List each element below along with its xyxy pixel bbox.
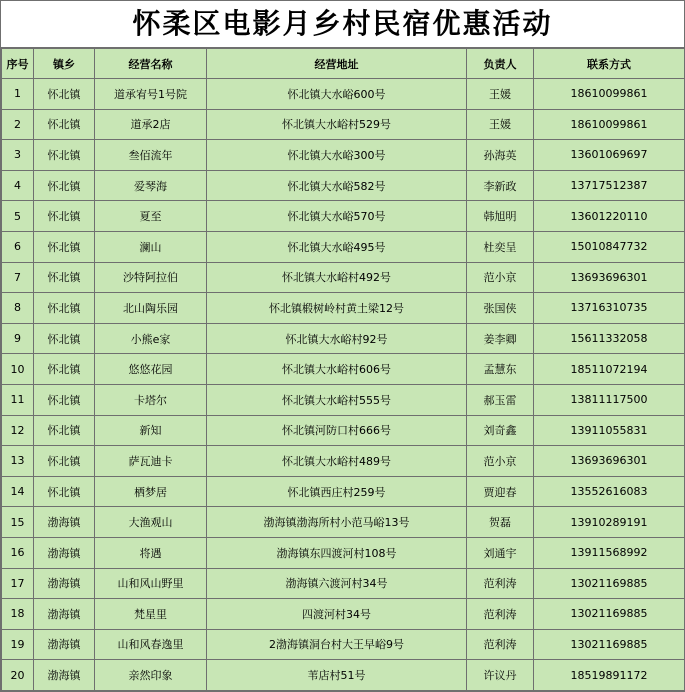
contact-person-cell: 孟慧东 (467, 354, 534, 385)
table-row (2, 262, 685, 293)
address-cell: 苇店村51号 (207, 660, 467, 691)
business-name-cell: 沙特阿拉伯 (95, 262, 207, 293)
address-cell: 怀北镇大水峪570号 (207, 201, 467, 232)
table-row (2, 231, 685, 262)
table-row (2, 629, 685, 660)
address-cell: 怀北镇大水峪村492号 (207, 262, 467, 293)
phone-cell: 13716310735 (534, 293, 685, 324)
contact-person-cell: 范利涛 (467, 568, 534, 599)
town-cell: 怀北镇 (34, 170, 95, 201)
table-row (2, 537, 685, 568)
contact-person-cell: 韩旭明 (467, 201, 534, 232)
phone-cell: 13601069697 (534, 140, 685, 171)
listing-table (1, 48, 685, 691)
town-cell: 怀北镇 (34, 446, 95, 477)
business-name-cell: 山和风春逸里 (95, 629, 207, 660)
address-cell: 怀北镇大水峪600号 (207, 79, 467, 110)
town-cell: 怀北镇 (34, 354, 95, 385)
contact-person-cell: 贾迎春 (467, 476, 534, 507)
address-cell: 怀北镇大水峪村529号 (207, 109, 467, 140)
town-cell: 怀北镇 (34, 231, 95, 262)
business-name-cell: 栖梦居 (95, 476, 207, 507)
business-name-cell: 卡塔尔 (95, 384, 207, 415)
contact-person-cell: 贺磊 (467, 507, 534, 538)
contact-person-cell: 张国侠 (467, 293, 534, 324)
town-cell: 怀北镇 (34, 262, 95, 293)
business-name-cell: 亲然印象 (95, 660, 207, 691)
address-cell: 怀北镇大水峪495号 (207, 231, 467, 262)
header-cell-town: 镇乡 (34, 49, 95, 79)
phone-cell: 13717512387 (534, 170, 685, 201)
phone-cell: 13693696301 (534, 262, 685, 293)
address-cell: 怀北镇河防口村666号 (207, 415, 467, 446)
address-cell: 怀北镇西庄村259号 (207, 476, 467, 507)
contact-person-cell: 孙海英 (467, 140, 534, 171)
business-name-cell: 澜山 (95, 231, 207, 262)
index-cell: 12 (2, 415, 34, 446)
phone-cell: 13601220110 (534, 201, 685, 232)
contact-person-cell: 郝玉雷 (467, 384, 534, 415)
phone-cell: 18519891172 (534, 660, 685, 691)
phone-cell: 13021169885 (534, 599, 685, 630)
header-cell-address: 经营地址 (207, 49, 467, 79)
contact-person-cell: 范小京 (467, 446, 534, 477)
index-cell: 4 (2, 170, 34, 201)
contact-person-cell: 杜奕呈 (467, 231, 534, 262)
business-name-cell: 萨瓦迪卡 (95, 446, 207, 477)
phone-cell: 18610099861 (534, 79, 685, 110)
town-cell: 渤海镇 (34, 568, 95, 599)
business-name-cell: 新知 (95, 415, 207, 446)
address-cell: 怀北镇大水峪村606号 (207, 354, 467, 385)
town-cell: 怀北镇 (34, 415, 95, 446)
table-body (2, 79, 685, 691)
contact-person-cell: 刘通宇 (467, 537, 534, 568)
business-name-cell: 道承宥号1号院 (95, 79, 207, 110)
town-cell: 怀北镇 (34, 109, 95, 140)
page-title: 怀柔区电影月乡村民宿优惠活动 (1, 1, 684, 48)
index-cell: 15 (2, 507, 34, 538)
address-cell: 2渤海镇洞台村大王早峪9号 (207, 629, 467, 660)
table-row (2, 170, 685, 201)
phone-cell: 13693696301 (534, 446, 685, 477)
phone-cell: 13910289191 (534, 507, 685, 538)
index-cell: 6 (2, 231, 34, 262)
table-row (2, 415, 685, 446)
phone-cell: 13811117500 (534, 384, 685, 415)
business-name-cell: 山和风山野里 (95, 568, 207, 599)
business-name-cell: 小熊e家 (95, 323, 207, 354)
business-name-cell: 大渔观山 (95, 507, 207, 538)
index-cell: 2 (2, 109, 34, 140)
table-row (2, 79, 685, 110)
table-row (2, 476, 685, 507)
town-cell: 怀北镇 (34, 79, 95, 110)
table-row (2, 323, 685, 354)
phone-cell: 13552616083 (534, 476, 685, 507)
town-cell: 怀北镇 (34, 201, 95, 232)
business-name-cell: 夏至 (95, 201, 207, 232)
town-cell: 渤海镇 (34, 629, 95, 660)
index-cell: 8 (2, 293, 34, 324)
address-cell: 怀北镇大水峪村92号 (207, 323, 467, 354)
business-name-cell: 北山陶乐园 (95, 293, 207, 324)
phone-cell: 13911055831 (534, 415, 685, 446)
phone-cell: 18610099861 (534, 109, 685, 140)
phone-cell: 13021169885 (534, 568, 685, 599)
table-row (2, 354, 685, 385)
business-name-cell: 将遇 (95, 537, 207, 568)
contact-person-cell: 王媛 (467, 79, 534, 110)
table-row (2, 507, 685, 538)
town-cell: 渤海镇 (34, 660, 95, 691)
address-cell: 渤海镇渤海所村小范马峪13号 (207, 507, 467, 538)
table-row (2, 446, 685, 477)
town-cell: 渤海镇 (34, 507, 95, 538)
index-cell: 18 (2, 599, 34, 630)
business-name-cell: 叁佰流年 (95, 140, 207, 171)
index-cell: 10 (2, 354, 34, 385)
address-cell: 怀北镇大水峪582号 (207, 170, 467, 201)
header-cell-phone: 联系方式 (534, 49, 685, 79)
index-cell: 7 (2, 262, 34, 293)
index-cell: 19 (2, 629, 34, 660)
index-cell: 1 (2, 79, 34, 110)
table-row (2, 109, 685, 140)
contact-person-cell: 李新政 (467, 170, 534, 201)
table-row (2, 201, 685, 232)
table-row (2, 599, 685, 630)
header-cell-business-name: 经营名称 (95, 49, 207, 79)
index-cell: 3 (2, 140, 34, 171)
index-cell: 17 (2, 568, 34, 599)
business-name-cell: 梵星里 (95, 599, 207, 630)
header-cell-contact-person: 负责人 (467, 49, 534, 79)
business-name-cell: 悠悠花园 (95, 354, 207, 385)
index-cell: 9 (2, 323, 34, 354)
business-name-cell: 道承2店 (95, 109, 207, 140)
contact-person-cell: 刘奇鑫 (467, 415, 534, 446)
town-cell: 怀北镇 (34, 476, 95, 507)
business-name-cell: 爱琴海 (95, 170, 207, 201)
index-cell: 14 (2, 476, 34, 507)
address-cell: 怀北镇椴树岭村黄土梁12号 (207, 293, 467, 324)
contact-person-cell: 范利涛 (467, 629, 534, 660)
table-row (2, 384, 685, 415)
town-cell: 怀北镇 (34, 293, 95, 324)
index-cell: 5 (2, 201, 34, 232)
index-cell: 16 (2, 537, 34, 568)
address-cell: 渤海镇六渡河村34号 (207, 568, 467, 599)
table-row (2, 568, 685, 599)
town-cell: 怀北镇 (34, 140, 95, 171)
address-cell: 四渡河村34号 (207, 599, 467, 630)
phone-cell: 13911568992 (534, 537, 685, 568)
phone-cell: 15010847732 (534, 231, 685, 262)
index-cell: 13 (2, 446, 34, 477)
contact-person-cell: 范小京 (467, 262, 534, 293)
town-cell: 怀北镇 (34, 384, 95, 415)
address-cell: 渤海镇东四渡河村108号 (207, 537, 467, 568)
index-cell: 20 (2, 660, 34, 691)
phone-cell: 15611332058 (534, 323, 685, 354)
town-cell: 怀北镇 (34, 323, 95, 354)
town-cell: 渤海镇 (34, 599, 95, 630)
phone-cell: 18511072194 (534, 354, 685, 385)
address-cell: 怀北镇大水峪300号 (207, 140, 467, 171)
phone-cell: 13021169885 (534, 629, 685, 660)
contact-person-cell: 许议丹 (467, 660, 534, 691)
address-cell: 怀北镇大水峪村555号 (207, 384, 467, 415)
table-row (2, 293, 685, 324)
table-row (2, 660, 685, 691)
index-cell: 11 (2, 384, 34, 415)
town-cell: 渤海镇 (34, 537, 95, 568)
contact-person-cell: 范利涛 (467, 599, 534, 630)
address-cell: 怀北镇大水峪村489号 (207, 446, 467, 477)
header-cell-index: 序号 (2, 49, 34, 79)
contact-person-cell: 姜李卿 (467, 323, 534, 354)
contact-person-cell: 王媛 (467, 109, 534, 140)
header-row (2, 49, 685, 79)
table-row (2, 140, 685, 171)
